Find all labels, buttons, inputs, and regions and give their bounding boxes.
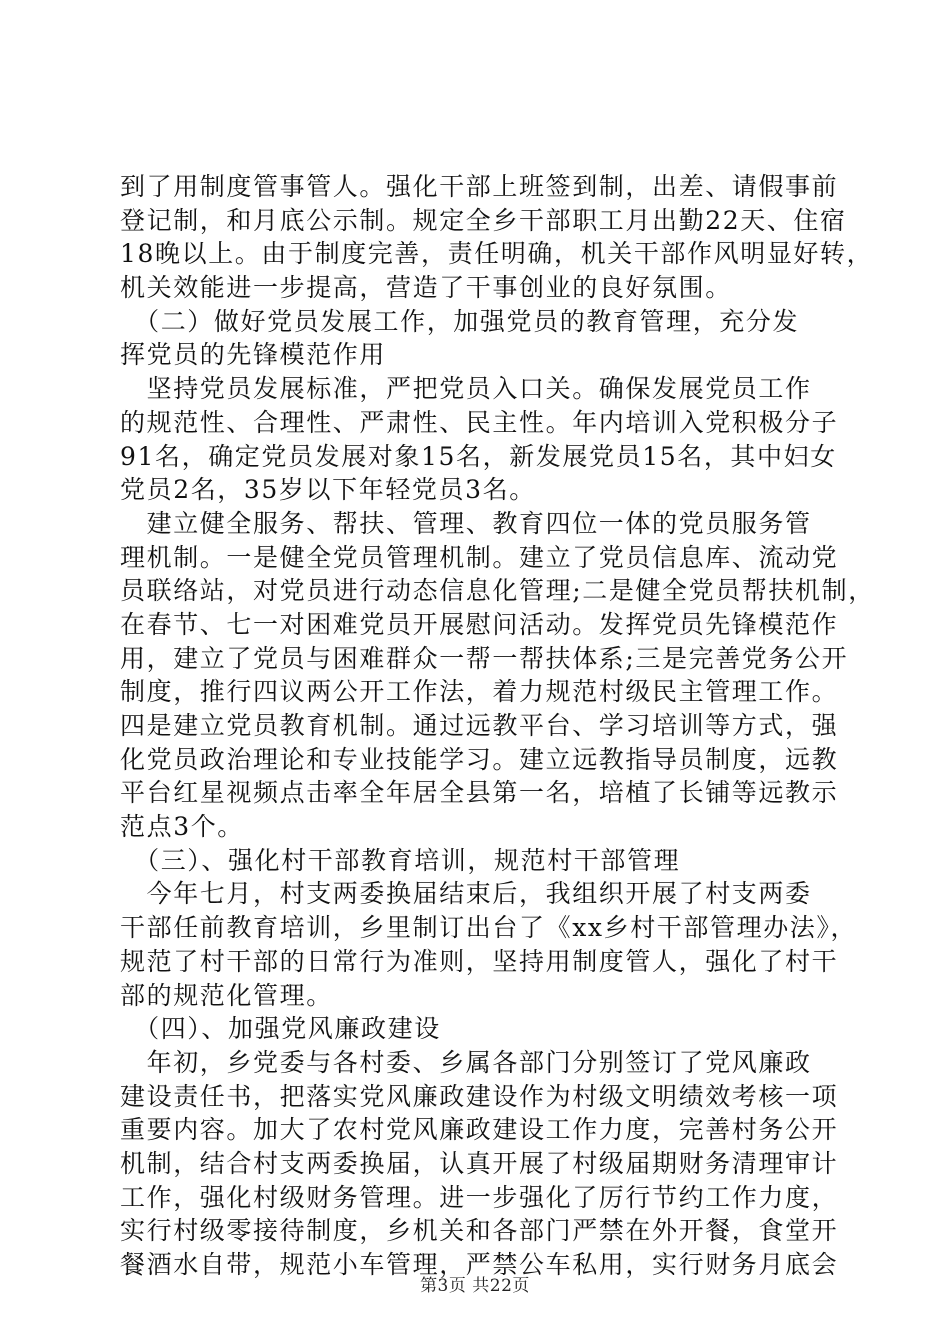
page-footer: 第3页 共22页 bbox=[420, 1276, 530, 1296]
text-line: 理机制。一是健全党员管理机制。建立了党员信息库、流动党 bbox=[120, 542, 839, 572]
text-line: 平台红星视频点击率全年居全县第一名，培植了长铺等远教示 bbox=[120, 778, 839, 808]
text-line: 年初，乡党委与各村委、乡属各部门分别签订了党风廉政 bbox=[120, 1047, 812, 1077]
text-line: 范点3个。 bbox=[120, 812, 244, 842]
text-line: 机关效能进一步提高，营造了干事创业的良好氛围。 bbox=[120, 273, 732, 303]
text-line: 餐酒水自带，规范小车管理，严禁公车私用，实行财务月底会 bbox=[120, 1250, 839, 1279]
text-line: 在春节、七一对困难党员开展慰问活动。发挥党员先锋模范作 bbox=[120, 609, 839, 639]
section-heading-line: （四）、加强党风廉政建设 bbox=[120, 1014, 441, 1044]
text-line: 工作，强化村级财务管理。进一步强化了厉行节约工作力度， bbox=[120, 1182, 839, 1212]
text-line: 四是建立党员教育机制。通过远教平台、学习培训等方式，强 bbox=[120, 711, 839, 740]
section-heading-line: 挥党员的先锋模范作用 bbox=[120, 340, 387, 370]
text-line: 今年七月，村支两委换届结束后，我组织开展了村支两委 bbox=[120, 879, 812, 909]
text-line: 干部任前教育培训，乡里制订出台了《xx乡村干部管理办法》， bbox=[120, 913, 858, 943]
text-line: 建立健全服务、帮扶、管理、教育四位一体的党员服务管 bbox=[120, 508, 812, 538]
text-line: 规范了村干部的日常行为准则，坚持用制度管人，强化了村干 bbox=[120, 946, 839, 976]
section-heading-line: （三）、强化村干部教育培训，规范村干部管理 bbox=[120, 845, 681, 875]
text-line: 建设责任书，把落实党风廉政建设作为村级文明绩效考核一项 bbox=[120, 1081, 839, 1111]
text-line: 91名，确定党员发展对象15名，新发展党员15名，其中妇女 bbox=[120, 441, 837, 471]
text-line: 的规范性、合理性、严肃性、民主性。年内培训入党积极分子 bbox=[120, 407, 839, 437]
text-line: 到了用制度管事管人。强化干部上班签到制，出差、请假事前 bbox=[120, 172, 839, 201]
text-line: 机制，结合村支两委换届，认真开展了村级届期财务清理审计 bbox=[120, 1148, 839, 1178]
text-line: 实行村级零接待制度，乡机关和各部门严禁在外开餐，食堂开 bbox=[120, 1216, 839, 1246]
document-body bbox=[120, 170, 875, 1282]
text-line: 部的规范化管理。 bbox=[120, 980, 333, 1010]
text-line: 员联络站，对党员进行动态信息化管理;二是健全党员帮扶机制， bbox=[120, 576, 875, 606]
text-line: 制度，推行四议两公开工作法，着力规范村级民主管理工作。 bbox=[120, 677, 839, 707]
text-line: 党员2名，35岁以下年轻党员3名。 bbox=[120, 475, 536, 505]
text-line: 坚持党员发展标准，严把党员入口关。确保发展党员工作 bbox=[120, 374, 812, 404]
text-line: 用，建立了党员与困难群众一帮一帮扶体系;三是完善党务公开 bbox=[120, 643, 849, 673]
text-line: 重要内容。加大了农村党风廉政建设工作力度，完善村务公开 bbox=[120, 1115, 839, 1145]
section-heading-line: （二）做好党员发展工作，加强党员的教育管理，充分发 bbox=[120, 306, 800, 336]
text-line: 化党员政治理论和专业技能学习。建立远教指导员制度，远教 bbox=[120, 744, 839, 774]
text-line: 登记制，和月底公示制。规定全乡干部职工月出勤22天、住宿 bbox=[120, 205, 847, 235]
text-line: 18晚以上。由于制度完善，责任明确，机关干部作风明显好转， bbox=[120, 239, 874, 269]
